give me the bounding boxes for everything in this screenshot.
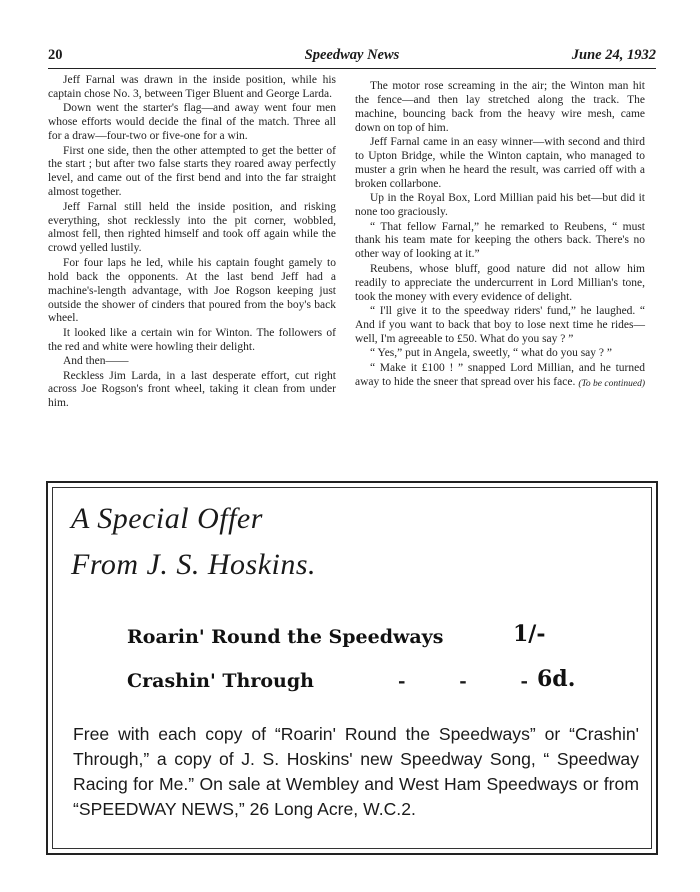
- book-title-crashin: Crashin' Through: [127, 670, 314, 692]
- story-paragraph: “ That fellow Farnal,” he remarked to Reubens, “ must thank his team mate for keeping the others back. There's no other way of looking at it.”: [355, 220, 645, 261]
- leader-dot: -: [459, 671, 467, 692]
- advert-headline: A Special Offer: [71, 502, 263, 535]
- issue-date: June 24, 1932: [571, 47, 656, 63]
- story-left-column: [48, 74, 336, 412]
- story-paragraph: “ I'll give it to the speedway riders' fund,” he laughed. “ And if you want to back that boy to lose next time he rides—well, I'm agreeable to £50. What do you say ? ”: [355, 305, 645, 345]
- story-paragraph: Up in the Royal Box, Lord Millian paid his bet—but did it none too graciously.: [355, 192, 645, 219]
- story-paragraph: Jeff Farnal was drawn in the inside position, while his captain chose No. 3, between Tiger Bluent and George Larda.: [48, 74, 336, 100]
- book-price-crashin: 6d.: [537, 666, 576, 692]
- story-paragraph: First one side, then the other attempted to get the better of the start ; but after two false starts they roared away perfectly level, and came out of the first bend and into the far straight almost together.: [48, 144, 336, 199]
- story-paragraph: Down went the starter's flag—and away went four men whose efforts would decide the final of the match. Three all for a draw—four-two or five-one for a win.: [48, 102, 336, 143]
- leader-dot: -: [398, 671, 406, 692]
- story-paragraph: Jeff Farnal came in an easy winner—with second and third to Upton Bridge, while the Winton captain, who managed to muster a grin when he heard the result, was carried off with a broken collarbone.: [355, 136, 645, 190]
- header-rule: [48, 68, 656, 69]
- advertisement-inner-border: [52, 487, 652, 849]
- advert-body-text: Free with each copy of “Roarin' Round the Speedways” or “Crashin' Through,” a copy of J. S. Hoskins' new Speedway Song, “ Speedway Racing for Me.” On sale at Wembley and West Ham Speedways or from “SPEEDWAY NEWS,” 26 Long Acre, W.C.2.: [73, 724, 639, 819]
- publication-title: Speedway News: [304, 47, 400, 63]
- story-paragraph: “ Yes,” put in Angela, sweetly, “ what do you say ? ”: [370, 347, 612, 360]
- page-number: 20: [48, 47, 63, 63]
- story-right-column: [355, 80, 645, 392]
- story-paragraph: And then——: [63, 355, 129, 368]
- to-be-continued: (To be continued): [578, 378, 645, 389]
- leader-dot: -: [520, 671, 528, 692]
- story-paragraph: Reckless Jim Larda, in a last desperate effort, cut right across Joe Rogson's front wheel, taking it clean from under him.: [48, 369, 336, 410]
- running-head: [48, 47, 656, 67]
- story-paragraph: Jeff Farnal still held the inside position, and risking everything, shot recklessly into the pit corner, wobbled, almost fell, then righted himself and took off again while the crowd yelled lustily.: [48, 200, 336, 255]
- story-paragraph: It looked like a certain win for Winton. The followers of the red and white were howling their delight.: [48, 326, 336, 353]
- story-paragraph: For four laps he led, while his captain fought gamely to hold back the opponents. At the last bend Jeff had a machine's-length advantage, with Joe Rogson keeping just outside the shower of cinders that poured from the boy's back wheel.: [48, 256, 336, 325]
- advert-subheadline: From J. S. Hoskins.: [71, 548, 317, 581]
- leader-dots: [398, 671, 528, 692]
- story-paragraph: Reubens, whose bluff, good nature did not allow him readily to appreciate the undercurrent in Lord Millian's tone, took the money with every evidence of delight.: [355, 262, 645, 303]
- story-paragraph: The motor rose screaming in the air; the Winton man hit the fence—and then lay stretched along the track. The machine, bouncing back from the heavy wire mesh, came down on top of him.: [355, 80, 645, 134]
- book-price-roarin: 1/-: [513, 621, 546, 647]
- book-title-roarin: Roarin' Round the Speedways: [127, 626, 444, 648]
- story-paragraph: “ Make it £100 ! ” snapped Lord Millian, and he turned away to hide the sneer that spread over his face.: [355, 361, 645, 388]
- advertisement-box: [46, 481, 658, 855]
